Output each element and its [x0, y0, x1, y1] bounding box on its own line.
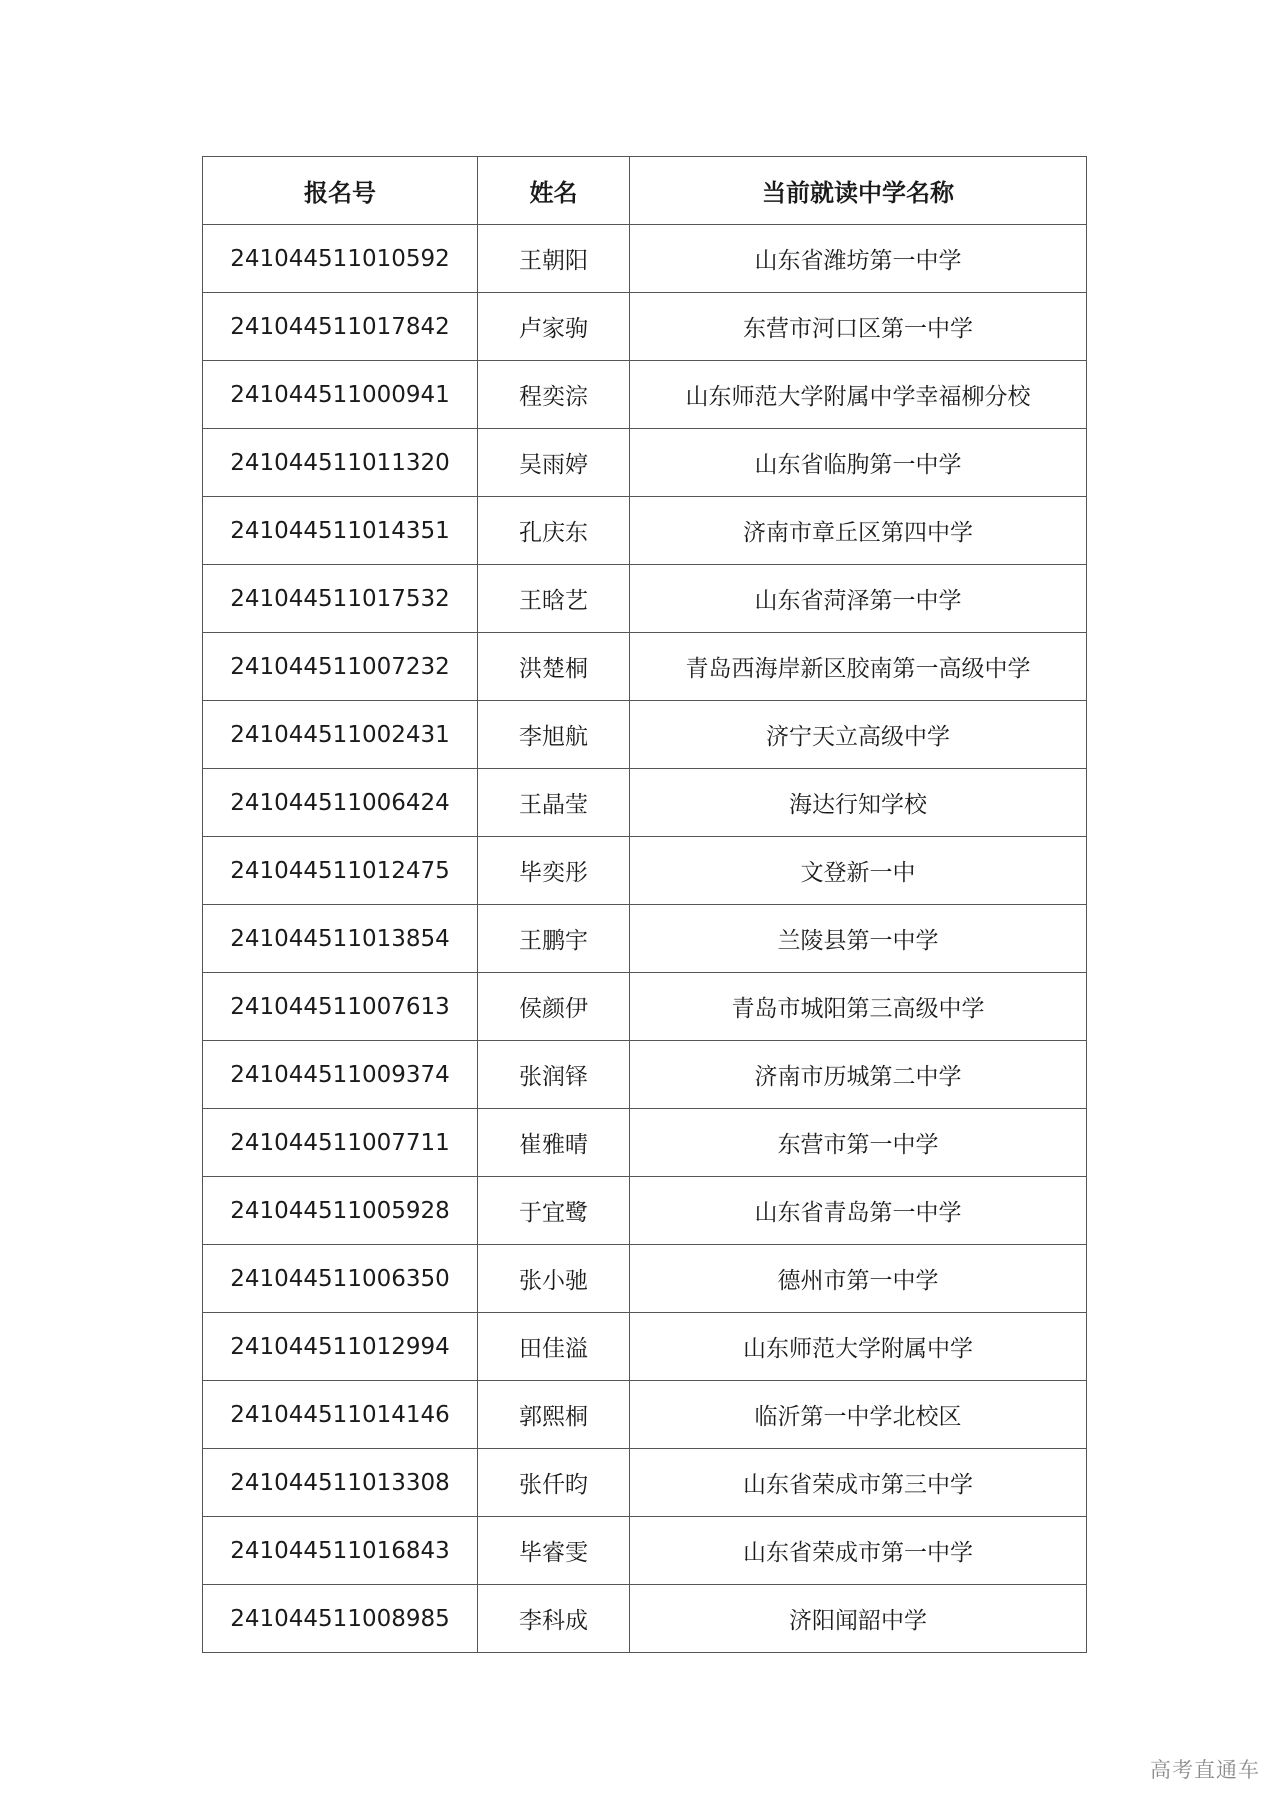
name-cell: 张小驰	[478, 1245, 630, 1313]
header-name: 姓名	[478, 157, 630, 225]
table-row	[203, 1517, 1087, 1585]
table-row	[203, 633, 1087, 701]
table-row	[203, 565, 1087, 633]
registration-number-cell: 241044511007232	[203, 633, 478, 701]
school-cell: 济宁天立高级中学	[630, 701, 1087, 769]
school-cell: 济南市章丘区第四中学	[630, 497, 1087, 565]
roster-table	[202, 156, 1087, 1653]
registration-number-cell: 241044511017532	[203, 565, 478, 633]
school-cell: 山东省潍坊第一中学	[630, 225, 1087, 293]
school-cell: 兰陵县第一中学	[630, 905, 1087, 973]
school-cell: 青岛市城阳第三高级中学	[630, 973, 1087, 1041]
table-row	[203, 1585, 1087, 1653]
watermark: 高考直通车	[1150, 1758, 1260, 1782]
table-row	[203, 973, 1087, 1041]
registration-number-cell: 241044511000941	[203, 361, 478, 429]
table-row	[203, 1449, 1087, 1517]
header-school: 当前就读中学名称	[630, 157, 1087, 225]
table-row	[203, 701, 1087, 769]
name-cell: 郭熙桐	[478, 1381, 630, 1449]
registration-number-cell: 241044511016843	[203, 1517, 478, 1585]
school-cell: 济阳闻韶中学	[630, 1585, 1087, 1653]
name-cell: 李旭航	[478, 701, 630, 769]
school-cell: 山东师范大学附属中学幸福柳分校	[630, 361, 1087, 429]
registration-number-cell: 241044511010592	[203, 225, 478, 293]
registration-number-cell: 241044511012475	[203, 837, 478, 905]
header-row	[203, 157, 1087, 225]
registration-number-cell: 241044511006350	[203, 1245, 478, 1313]
table-row	[203, 429, 1087, 497]
table-row	[203, 497, 1087, 565]
school-cell: 德州市第一中学	[630, 1245, 1087, 1313]
school-cell: 山东省青岛第一中学	[630, 1177, 1087, 1245]
name-cell: 毕睿雯	[478, 1517, 630, 1585]
name-cell: 王鹏宇	[478, 905, 630, 973]
school-cell: 山东师范大学附属中学	[630, 1313, 1087, 1381]
registration-number-cell: 241044511006424	[203, 769, 478, 837]
name-cell: 毕奕彤	[478, 837, 630, 905]
table-row	[203, 1041, 1087, 1109]
name-cell: 吴雨婷	[478, 429, 630, 497]
name-cell: 洪楚桐	[478, 633, 630, 701]
table-row	[203, 1109, 1087, 1177]
table-row	[203, 225, 1087, 293]
name-cell: 李科成	[478, 1585, 630, 1653]
school-cell: 东营市河口区第一中学	[630, 293, 1087, 361]
table-row	[203, 361, 1087, 429]
table-row	[203, 293, 1087, 361]
registration-number-cell: 241044511014351	[203, 497, 478, 565]
table-row	[203, 1313, 1087, 1381]
registration-number-cell: 241044511011320	[203, 429, 478, 497]
school-cell: 济南市历城第二中学	[630, 1041, 1087, 1109]
school-cell: 文登新一中	[630, 837, 1087, 905]
registration-number-cell: 241044511014146	[203, 1381, 478, 1449]
school-cell: 山东省荣成市第一中学	[630, 1517, 1087, 1585]
name-cell: 侯颜伊	[478, 973, 630, 1041]
table-row	[203, 1381, 1087, 1449]
name-cell: 崔雅晴	[478, 1109, 630, 1177]
registration-number-cell: 241044511017842	[203, 293, 478, 361]
registration-number-cell: 241044511002431	[203, 701, 478, 769]
name-cell: 张仟昀	[478, 1449, 630, 1517]
registration-number-cell: 241044511012994	[203, 1313, 478, 1381]
table-row	[203, 769, 1087, 837]
name-cell: 王晶莹	[478, 769, 630, 837]
table-row	[203, 837, 1087, 905]
name-cell: 王朝阳	[478, 225, 630, 293]
school-cell: 山东省临朐第一中学	[630, 429, 1087, 497]
school-cell: 山东省菏泽第一中学	[630, 565, 1087, 633]
school-cell: 山东省荣成市第三中学	[630, 1449, 1087, 1517]
name-cell: 田佳溢	[478, 1313, 630, 1381]
registration-number-cell: 241044511013308	[203, 1449, 478, 1517]
registration-number-cell: 241044511007613	[203, 973, 478, 1041]
name-cell: 程奕淙	[478, 361, 630, 429]
registration-number-cell: 241044511007711	[203, 1109, 478, 1177]
school-cell: 临沂第一中学北校区	[630, 1381, 1087, 1449]
school-cell: 东营市第一中学	[630, 1109, 1087, 1177]
header-registration-number: 报名号	[203, 157, 478, 225]
name-cell: 孔庆东	[478, 497, 630, 565]
name-cell: 张润铎	[478, 1041, 630, 1109]
table-row	[203, 1245, 1087, 1313]
registration-number-cell: 241044511009374	[203, 1041, 478, 1109]
name-cell: 于宜鹭	[478, 1177, 630, 1245]
school-cell: 青岛西海岸新区胶南第一高级中学	[630, 633, 1087, 701]
name-cell: 王晗艺	[478, 565, 630, 633]
registration-number-cell: 241044511013854	[203, 905, 478, 973]
school-cell: 海达行知学校	[630, 769, 1087, 837]
table-row	[203, 905, 1087, 973]
registration-number-cell: 241044511008985	[203, 1585, 478, 1653]
registration-number-cell: 241044511005928	[203, 1177, 478, 1245]
name-cell: 卢家驹	[478, 293, 630, 361]
table-row	[203, 1177, 1087, 1245]
